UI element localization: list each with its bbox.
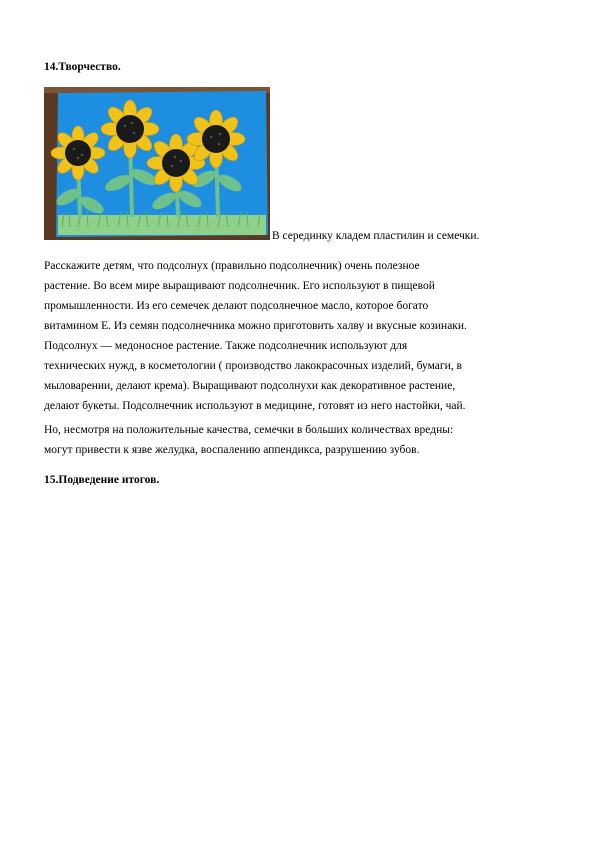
paragraph-line: технических нужд, в косметологии ( производство лакокрасочных изделий, бумаги, в (44, 360, 462, 372)
paragraph-line: мыловарении, делают крема). Выращивают подсолнухи как декоративное растение, (44, 380, 456, 392)
paragraph-seeds-harm (44, 420, 554, 460)
paragraph-line: делают букеты. Подсолнечник используют в медицине, готовят из него настойки, чай. (44, 400, 466, 412)
paragraph-line: Но, несмотря на положительные качества, семечки в больших количествах вредны: (44, 424, 454, 436)
paragraph-line: промышленности. Из его семечек делают подсолнечное масло, которое богато (44, 300, 429, 312)
section-14-heading: 14.Творчество. (44, 61, 121, 73)
paragraph-line: Расскажите детям, что подсолнух (правильно подсолнечник) очень полезное (44, 260, 420, 272)
paragraph-line: растение. Во всем мире выращивают подсолнечник. Его используют в пищевой (44, 280, 435, 292)
paragraph-line: Подсолнух — медоносное растение. Также подсолнечник используют для (44, 340, 408, 352)
photo-caption: В серединку кладем пластилин и семечки. (272, 230, 480, 242)
section-15-heading: 15.Подведение итогов. (44, 474, 160, 486)
paragraph-line: витамином Е. Из семян подсолнечника можно приготовить халву и вкусные козинаки. (44, 320, 467, 332)
paragraph-line: могут привести к язве желудка, воспалению аппендикса, разрушению зубов. (44, 444, 420, 456)
sunflower-craft-photo (44, 87, 270, 240)
paragraph-sunflower-uses (44, 256, 554, 416)
